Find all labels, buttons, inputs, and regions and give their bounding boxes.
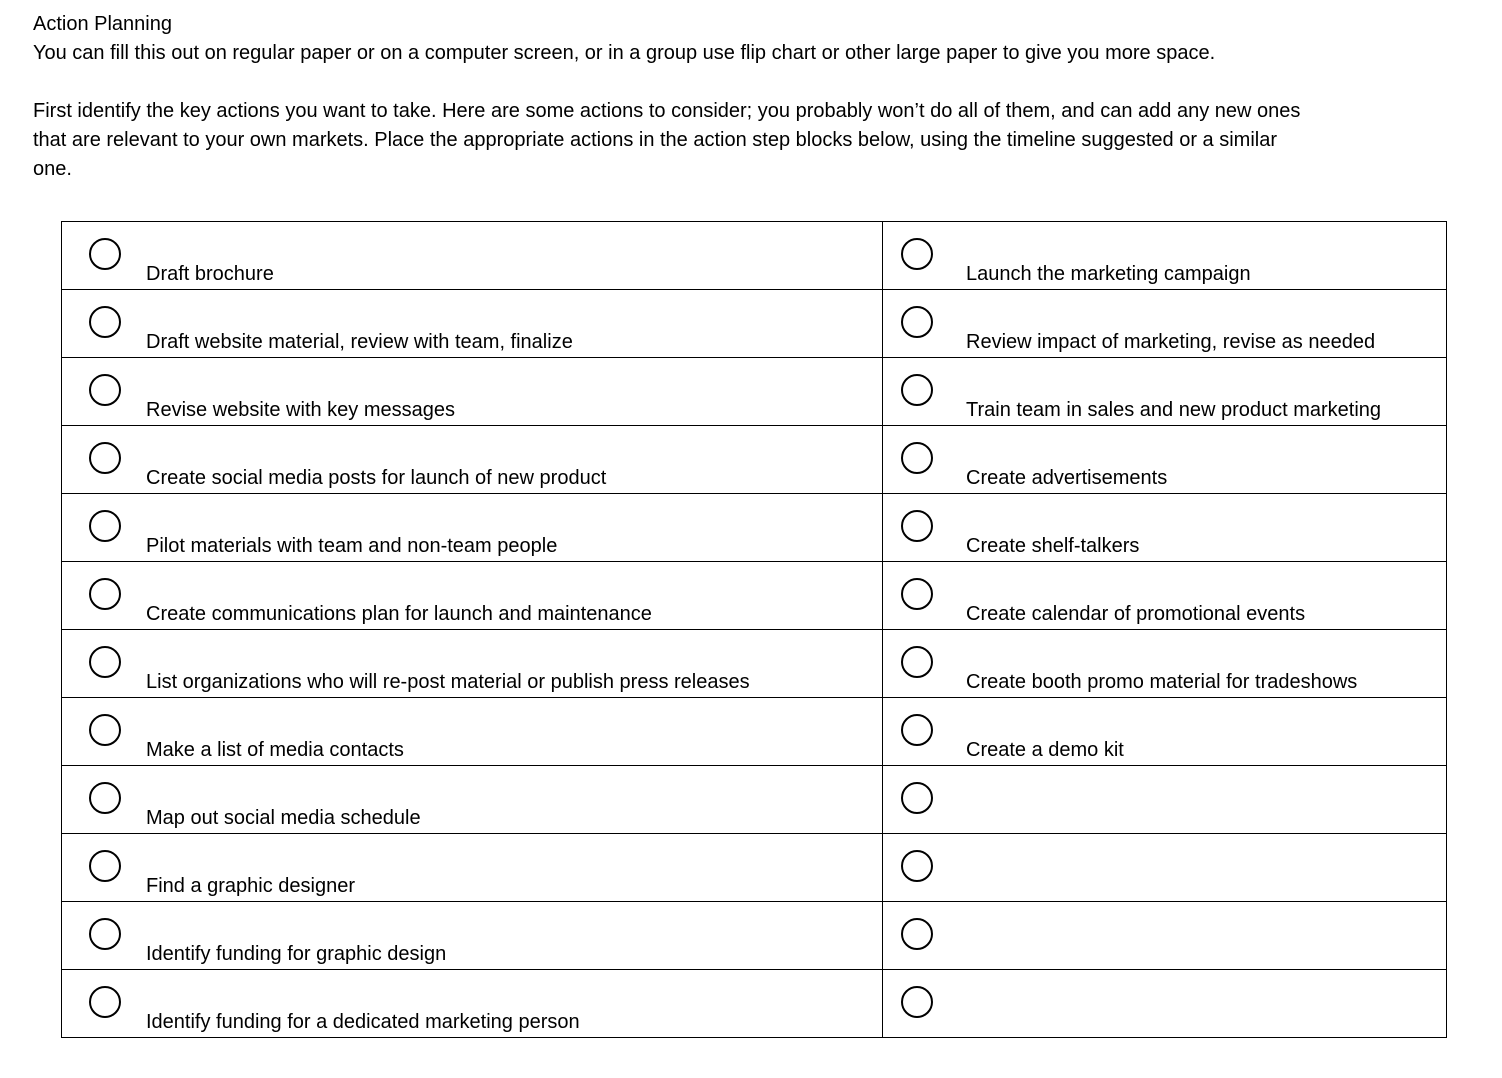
checkbox-circle-icon[interactable] xyxy=(89,714,121,746)
checkbox-circle-icon[interactable] xyxy=(89,918,121,950)
action-label: List organizations who will re-post material or publish press releases xyxy=(146,671,750,693)
checkbox-circle-icon[interactable] xyxy=(89,986,121,1018)
action-cell-right xyxy=(883,970,1447,1038)
action-label: Create shelf-talkers xyxy=(966,535,1140,557)
action-label: Create calendar of promotional events xyxy=(966,603,1306,625)
table-row xyxy=(62,902,1447,970)
action-cell-right xyxy=(883,698,1447,766)
checkbox-circle-icon[interactable] xyxy=(901,646,933,678)
checkbox-circle-icon[interactable] xyxy=(901,578,933,610)
action-label: Identify funding for a dedicated marketing person xyxy=(146,1011,580,1033)
action-label: Create a demo kit xyxy=(966,739,1124,761)
action-label: Draft brochure xyxy=(146,263,274,285)
action-cell-left xyxy=(62,290,883,358)
table-row xyxy=(62,358,1447,426)
action-cell-right xyxy=(883,494,1447,562)
action-label: Map out social media schedule xyxy=(146,807,421,829)
page-title: Action Planning xyxy=(33,13,172,35)
action-cell-right xyxy=(883,358,1447,426)
action-label: Make a list of media contacts xyxy=(146,739,404,761)
action-label: Draft website material, review with team, finalize xyxy=(146,331,573,353)
table-row xyxy=(62,494,1447,562)
table-row xyxy=(62,290,1447,358)
checkbox-circle-icon[interactable] xyxy=(89,578,121,610)
table-row xyxy=(62,222,1447,290)
action-cell-left xyxy=(62,766,883,834)
instructions-line-3: one. xyxy=(33,158,72,180)
action-label: Launch the marketing campaign xyxy=(966,263,1251,285)
checkbox-circle-icon[interactable] xyxy=(901,782,933,814)
action-cell-left xyxy=(62,698,883,766)
action-label: Create advertisements xyxy=(966,467,1168,489)
checkbox-circle-icon[interactable] xyxy=(901,374,933,406)
action-cell-right xyxy=(883,562,1447,630)
instructions-line-2: that are relevant to your own markets. Place the appropriate actions in the action step blocks below, using the timeline suggested or a similar xyxy=(33,129,1278,151)
checkbox-circle-icon[interactable] xyxy=(901,714,933,746)
table-row xyxy=(62,970,1447,1038)
action-cell-left xyxy=(62,426,883,494)
checkbox-circle-icon[interactable] xyxy=(89,782,121,814)
action-label: Identify funding for graphic design xyxy=(146,943,447,965)
action-label: Pilot materials with team and non-team people xyxy=(146,535,558,557)
action-cell-left xyxy=(62,630,883,698)
table-row xyxy=(62,562,1447,630)
action-cell-right xyxy=(883,834,1447,902)
action-checklist-table xyxy=(61,221,1447,1038)
action-cell-right xyxy=(883,290,1447,358)
action-cell-right xyxy=(883,902,1447,970)
table-row xyxy=(62,766,1447,834)
checkbox-circle-icon[interactable] xyxy=(89,238,121,270)
checkbox-circle-icon[interactable] xyxy=(901,238,933,270)
action-cell-left xyxy=(62,902,883,970)
action-cell-left xyxy=(62,358,883,426)
action-cell-left xyxy=(62,834,883,902)
instructions-line-1: First identify the key actions you want to take. Here are some actions to consider; you probably won’t do all of them, and can add any new ones xyxy=(33,100,1301,122)
action-cell-right xyxy=(883,222,1447,290)
spacer xyxy=(33,68,1463,97)
action-cell-right xyxy=(883,630,1447,698)
action-cell-left xyxy=(62,494,883,562)
action-label: Train team in sales and new product marketing xyxy=(966,399,1382,421)
action-cell-left xyxy=(62,562,883,630)
checkbox-circle-icon[interactable] xyxy=(901,986,933,1018)
intro-section xyxy=(33,10,1463,184)
checkbox-circle-icon[interactable] xyxy=(89,510,121,542)
action-cell-right xyxy=(883,426,1447,494)
table-row xyxy=(62,834,1447,902)
subtitle-text: You can fill this out on regular paper or on a computer screen, or in a group use flip chart or other large paper to give you more space. xyxy=(33,42,1216,64)
table-row xyxy=(62,630,1447,698)
table-row xyxy=(62,426,1447,494)
checkbox-circle-icon[interactable] xyxy=(89,442,121,474)
checkbox-circle-icon[interactable] xyxy=(89,646,121,678)
action-label: Review impact of marketing, revise as needed xyxy=(966,331,1376,353)
action-label: Create social media posts for launch of new product xyxy=(146,467,607,489)
action-label: Revise website with key messages xyxy=(146,399,456,421)
action-label: Create communications plan for launch and maintenance xyxy=(146,603,652,625)
checkbox-circle-icon[interactable] xyxy=(901,510,933,542)
action-label: Create booth promo material for tradeshows xyxy=(966,671,1358,693)
action-cell-right xyxy=(883,766,1447,834)
checkbox-circle-icon[interactable] xyxy=(901,918,933,950)
checkbox-circle-icon[interactable] xyxy=(89,850,121,882)
checkbox-circle-icon[interactable] xyxy=(901,306,933,338)
action-cell-left xyxy=(62,970,883,1038)
checkbox-circle-icon[interactable] xyxy=(89,374,121,406)
action-cell-left xyxy=(62,222,883,290)
table-row xyxy=(62,698,1447,766)
checkbox-circle-icon[interactable] xyxy=(901,850,933,882)
checkbox-circle-icon[interactable] xyxy=(901,442,933,474)
checkbox-circle-icon[interactable] xyxy=(89,306,121,338)
action-label: Find a graphic designer xyxy=(146,875,356,897)
action-rows xyxy=(62,222,1447,1038)
